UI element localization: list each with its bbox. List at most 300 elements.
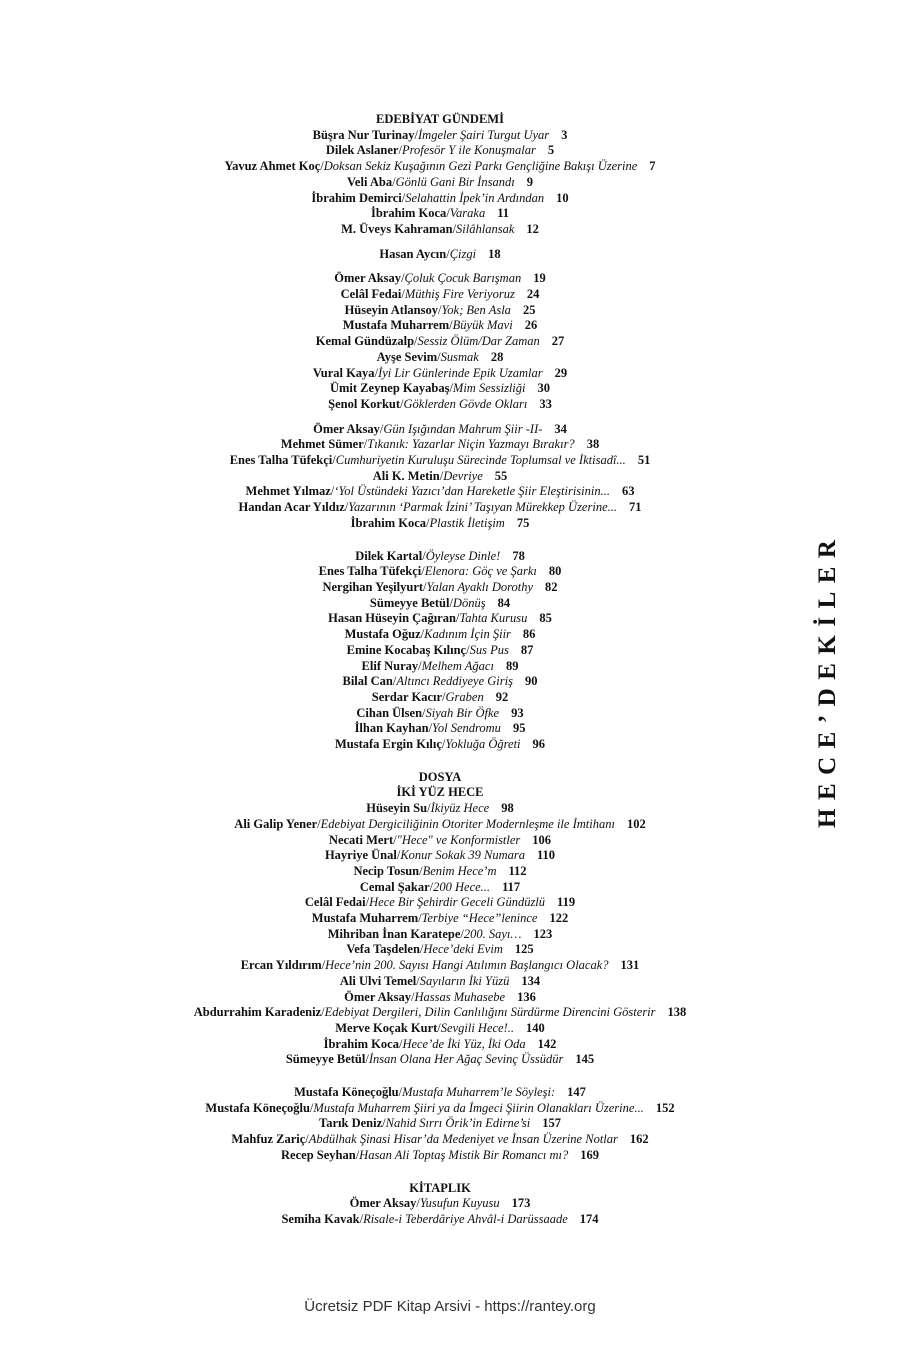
entry-title: Yokluğa Öğreti	[445, 737, 521, 752]
entry-title: "Hece" ve Konformistler	[396, 832, 521, 847]
toc-entry	[60, 159, 820, 175]
entry-author: Şenol Korkut	[328, 396, 401, 411]
entry-page-number: 78	[512, 548, 525, 563]
entry-author: Sümeyye Betül	[369, 595, 450, 610]
entry-separator: /	[418, 658, 422, 673]
entry-author: Merve Koçak Kurt	[335, 1020, 438, 1035]
entry-separator: /	[410, 989, 415, 1004]
entry-title: Edebiyat Dergileri, Dilin Canlılığını Sürdürme Direncini Gösterir	[324, 1005, 656, 1020]
entry-title: Tıkanık: Yazarlar Niçin Yazmayı Bırakır?	[367, 437, 575, 452]
toc-entry	[60, 974, 820, 990]
entry-author: Ali Galip Yener	[234, 816, 318, 831]
section-gap	[60, 1068, 820, 1085]
entry-author: Mustafa Köneçoğlu	[294, 1085, 399, 1100]
entry-separator: /	[365, 895, 370, 910]
entry-title: Graben	[445, 689, 484, 704]
entry-page-number: 28	[490, 349, 504, 364]
entry-page-number: 145	[575, 1052, 595, 1067]
entry-separator: /	[398, 1085, 403, 1100]
entry-title: Mustafa Muharrem Şiiri ya da İmgeci Şiirin Olanakları Üzerine...	[313, 1100, 644, 1115]
entry-author: Mustafa Muharrem	[342, 318, 450, 333]
entry-page-number: 95	[512, 721, 526, 736]
entry-page-number: 9	[526, 174, 533, 189]
entry-page-number: 34	[554, 421, 567, 436]
entry-separator: /	[422, 705, 426, 720]
entry-author: Ayşe Sevim	[376, 349, 438, 364]
toc-entry	[60, 469, 820, 485]
entry-separator: /	[396, 848, 401, 863]
toc-entry	[60, 128, 820, 144]
entry-separator: /	[446, 246, 450, 261]
toc-entry	[60, 453, 820, 469]
entry-author: Serdar Kacır	[371, 689, 443, 704]
toc-entry	[60, 611, 820, 627]
entry-separator: /	[305, 1132, 309, 1147]
toc-entry	[60, 143, 820, 159]
toc-entry	[60, 958, 820, 974]
entry-author: Mahfuz Zariç	[231, 1132, 306, 1147]
entry-page-number: 157	[542, 1116, 561, 1131]
entry-title: Terbiye “Hece”lenince	[421, 911, 538, 926]
footer-text: Ücretsiz PDF Kitap Arsivi - https://rantey.org	[304, 1298, 596, 1315]
section-gap	[60, 262, 820, 271]
toc-section	[60, 271, 820, 412]
toc-entry	[60, 990, 820, 1006]
toc-section	[60, 549, 820, 753]
entry-page-number: 90	[525, 674, 538, 689]
entry-title: Hassas Muhasebe	[414, 989, 506, 1004]
entry-page-number: 11	[497, 206, 510, 221]
entry-separator: /	[309, 1100, 314, 1115]
entry-title: Hece Bir Şehirdir Geceli Gündüzlü	[369, 895, 546, 910]
entry-title: Hasan Ali Toptaş Mistik Bir Romancı mı?	[359, 1147, 569, 1162]
entry-page-number: 110	[536, 848, 556, 863]
entry-page-number: 33	[539, 396, 552, 411]
entry-author: Hüseyin Su	[366, 801, 428, 816]
toc-entry	[60, 287, 820, 303]
entry-author: Mustafa Muharrem	[311, 911, 419, 926]
entry-separator: /	[344, 500, 349, 515]
entry-title: Göklerden Gövde Okları	[403, 396, 528, 411]
entry-separator: /	[460, 926, 464, 941]
entry-title: Gün Işığından Mahrum Şiir -II-	[383, 421, 543, 436]
entry-author: Ercan Yıldırım	[240, 958, 322, 973]
toc-entry	[60, 1021, 820, 1037]
entry-title: İyi Lir Günlerinde Epik Uzamlar	[378, 365, 543, 380]
toc-entry	[60, 381, 820, 397]
entry-page-number: 84	[497, 595, 511, 610]
entry-author: Veli Aba	[347, 174, 393, 189]
entry-title: ‘Yol Üstündeki Yazıcı’dan Hareketle Şiir Eleştirisinin...	[334, 484, 610, 499]
entry-author: İbrahim Koca	[323, 1036, 399, 1051]
entry-title: Plastik İletişim	[429, 515, 505, 530]
entry-separator: /	[416, 973, 420, 988]
toc-section	[60, 1181, 820, 1228]
toc-entry	[60, 643, 820, 659]
entry-title: Nahid Sırrı Örik’in Edirne’si	[385, 1116, 531, 1131]
entry-page-number: 122	[549, 911, 569, 926]
entry-page-number: 125	[514, 942, 534, 957]
entry-page-number: 140	[526, 1020, 545, 1035]
section-gap	[60, 238, 820, 247]
entry-author: Hüseyin Atlansoy	[344, 302, 438, 317]
entry-separator: /	[437, 1020, 441, 1035]
entry-page-number: 89	[505, 658, 519, 673]
entry-page-number: 10	[556, 190, 569, 205]
toc-entry	[60, 848, 820, 864]
entry-separator: /	[418, 911, 422, 926]
entry-page-number: 75	[516, 515, 530, 530]
entry-page-number: 119	[557, 895, 576, 910]
entry-separator: /	[446, 206, 450, 221]
toc-entry	[60, 500, 820, 516]
entry-author: Elif Nuray	[361, 658, 419, 673]
entry-separator: /	[455, 611, 460, 626]
toc-entry	[60, 895, 820, 911]
entry-author: Enes Talha Tüfekçi	[229, 453, 333, 468]
entry-title: 200. Sayı…	[463, 926, 522, 941]
entry-author: Ali Ulvi Temel	[339, 973, 417, 988]
entry-title: Yol Sendromu	[432, 721, 501, 736]
entry-title: Dönüş	[452, 595, 486, 610]
entry-separator: /	[442, 689, 446, 704]
toc-entry	[60, 1212, 820, 1228]
entry-title: İkiyüz Hece	[430, 801, 490, 816]
entry-author: Handan Acar Yıldız	[238, 500, 345, 515]
entry-author: Necip Tosun	[353, 863, 420, 878]
toc-entry	[60, 549, 820, 565]
toc-entry	[60, 247, 820, 263]
entry-title: Risale-i Teberdâriye Ahvâl-i Darüssaade	[363, 1212, 568, 1226]
entry-title: Çizgi	[449, 246, 477, 261]
entry-title: Sessiz Ölüm/Dar Zaman	[417, 334, 540, 349]
entry-separator: /	[321, 958, 326, 973]
entry-page-number: 136	[517, 989, 536, 1004]
entry-page-number: 147	[567, 1085, 586, 1100]
entry-title: Büyük Mavi	[452, 318, 513, 333]
entry-page-number: 30	[537, 381, 550, 396]
entry-author: Semiha Kavak	[281, 1212, 360, 1226]
entry-page-number: 112	[508, 863, 527, 878]
entry-title: Siyah Bir Öfke	[425, 705, 500, 720]
entry-title: Gönlü Gani Bir İnsandı	[395, 174, 515, 189]
entry-title: Hece’nin 200. Sayısı Hangi Atılımın Başlangıcı Olacak?	[325, 958, 609, 973]
entry-page-number: 71	[629, 500, 642, 515]
table-of-contents	[60, 112, 820, 1228]
entry-title: Doksan Sekiz Kuşağının Gezi Parkı Gençliğine Bakışı Üzerine	[323, 159, 638, 174]
entry-title: Konur Sokak 39 Numara	[400, 848, 525, 863]
entry-author: Dilek Aslaner	[325, 143, 399, 158]
entry-title: Çoluk Çocuk Barışman	[404, 271, 522, 286]
entry-author: İbrahim Demirci	[311, 190, 402, 205]
toc-entry	[60, 721, 820, 737]
entry-author: Sümeyye Betül	[285, 1052, 366, 1067]
section-gap	[60, 753, 820, 770]
entry-separator: /	[426, 515, 430, 530]
toc-entry	[60, 350, 820, 366]
toc-entry	[60, 706, 820, 722]
entry-separator: /	[398, 1036, 403, 1051]
entry-separator: /	[427, 801, 431, 816]
entry-separator: /	[365, 1052, 369, 1067]
entry-author: Bilal Can	[342, 674, 393, 689]
entry-title: Yalan Ayaklı Dorothy	[426, 579, 534, 594]
entry-title: Silâhlansak	[456, 221, 515, 236]
entry-separator: /	[401, 271, 405, 286]
toc-section	[60, 770, 820, 1068]
entry-author: Vefa Taşdelen	[346, 942, 420, 957]
entry-separator: /	[419, 942, 424, 957]
toc-entry	[60, 484, 820, 500]
entry-separator: /	[332, 453, 336, 468]
entry-author: Emine Kocabaş Kılınç	[346, 642, 467, 657]
entry-page-number: 55	[494, 468, 508, 483]
entry-author: Kemal Gündüzalp	[315, 334, 415, 349]
toc-entry	[60, 437, 820, 453]
entry-separator: /	[392, 174, 396, 189]
toc-entry	[60, 191, 820, 207]
entry-title: Altıncı Reddiyeye Giriş	[396, 674, 513, 689]
toc-entry	[60, 1085, 820, 1101]
entry-separator: /	[441, 737, 446, 752]
entry-page-number: 51	[637, 453, 651, 468]
entry-page-number: 96	[532, 737, 546, 752]
entry-separator: /	[379, 421, 384, 436]
entry-author: Celâl Fedai	[304, 895, 366, 910]
toc-entry	[60, 1148, 820, 1164]
toc-entry	[60, 1196, 820, 1212]
entry-page-number: 87	[520, 642, 534, 657]
entry-page-number: 27	[551, 334, 565, 349]
toc-entry	[60, 1037, 820, 1053]
toc-entry	[60, 596, 820, 612]
toc-entry	[60, 737, 820, 753]
entry-separator: /	[449, 595, 453, 610]
entry-separator: /	[429, 879, 434, 894]
entry-title: Yazarının ‘Parmak İzini’ Taşıyan Mürekkep Üzerine...	[348, 500, 617, 515]
entry-author: Tarık Deniz	[319, 1116, 383, 1131]
entry-author: Hasan Aycın	[379, 246, 447, 261]
toc-entry	[60, 674, 820, 690]
entry-page-number: 162	[629, 1132, 649, 1147]
entry-page-number: 29	[554, 365, 568, 380]
entry-page-number: 152	[655, 1100, 675, 1115]
entry-author: Ömer Aksay	[349, 1196, 417, 1211]
entry-author: İlhan Kayhan	[354, 721, 429, 736]
entry-separator: /	[449, 381, 453, 396]
entry-title: Susmak	[440, 349, 479, 364]
entry-page-number: 169	[580, 1147, 599, 1162]
entry-title: Hece’deki Evim	[423, 942, 503, 957]
section-gap	[60, 1164, 820, 1181]
entry-page-number: 80	[548, 564, 562, 579]
entry-author: Yavuz Ahmet Koç	[224, 159, 321, 174]
entry-title: Edebiyat Dergiciliğinin Otoriter Modernleşme ile İmtihanı	[320, 816, 615, 831]
toc-entry	[60, 1005, 820, 1021]
entry-title: Yok; Ben Asla	[441, 302, 511, 317]
entry-title: 200 Hece...	[433, 879, 491, 894]
toc-entry	[60, 271, 820, 287]
toc-entry	[60, 206, 820, 222]
entry-title: Melhem Ağacı	[421, 658, 494, 673]
entry-page-number: 117	[502, 879, 521, 894]
toc-entry	[60, 516, 820, 532]
entry-author: İbrahim Koca	[370, 206, 447, 221]
section-title: DOSYA	[418, 769, 462, 784]
entry-author: M. Üveys Kahraman	[341, 221, 453, 236]
toc-entry	[60, 1116, 820, 1132]
entry-title: Mim Sessizliği	[452, 381, 526, 396]
toc-entry	[60, 175, 820, 191]
entry-separator: /	[320, 159, 324, 174]
entry-separator: /	[414, 127, 418, 142]
entry-title: Abdülhak Şinasi Hisar’da Medeniyet ve İnsan Üzerine Notlar	[308, 1132, 618, 1147]
entry-page-number: 93	[511, 705, 524, 720]
entry-separator: /	[437, 349, 441, 364]
toc-entry	[60, 397, 820, 413]
entry-author: Dilek Kartal	[355, 548, 423, 563]
entry-page-number: 142	[537, 1036, 557, 1051]
entry-separator: /	[321, 1005, 325, 1020]
toc-section	[60, 247, 820, 263]
entry-author: Necati Mert	[328, 832, 394, 847]
entry-author: Ömer Aksay	[313, 421, 380, 436]
toc-entry	[60, 580, 820, 596]
entry-separator: /	[400, 396, 404, 411]
toc-entry	[60, 422, 820, 438]
entry-author: Nergihan Yeşilyurt	[322, 579, 424, 594]
toc-entry	[60, 366, 820, 382]
toc-entry	[60, 942, 820, 958]
toc-entry	[60, 927, 820, 943]
entry-title: Kadınım İçin Şiir	[424, 627, 511, 642]
entry-author: Ümit Zeynep Kayabaş	[329, 381, 450, 396]
entry-title: Müthiş Fire Veriyoruz	[404, 287, 515, 302]
entry-separator: /	[414, 334, 418, 349]
entry-separator: /	[363, 437, 368, 452]
entry-title: Elenora: Göç ve Şarkı	[424, 564, 537, 579]
entry-author: Cihan Ülsen	[356, 705, 423, 720]
entry-author: Ali K. Metin	[372, 468, 440, 483]
entry-author: Vural Kaya	[312, 365, 375, 380]
toc-entry	[60, 303, 820, 319]
entry-page-number: 102	[626, 816, 646, 831]
entry-separator: /	[382, 1116, 386, 1131]
entry-separator: /	[392, 674, 397, 689]
entry-separator: /	[466, 642, 470, 657]
entry-page-number: 19	[533, 271, 546, 286]
entry-page-number: 92	[495, 689, 509, 704]
entry-page-number: 138	[667, 1005, 687, 1020]
entry-separator: /	[420, 627, 425, 642]
entry-author: Enes Talha Tüfekçi	[318, 564, 422, 579]
entry-separator: /	[393, 832, 397, 847]
entry-author: Mihriban İnan Karatepe	[327, 926, 461, 941]
entry-title: Selahattin İpek’in Ardından	[405, 190, 545, 205]
entry-title: Devriye	[443, 468, 483, 483]
toc-entry	[60, 817, 820, 833]
entry-separator: /	[452, 221, 457, 236]
entry-separator: /	[317, 816, 321, 831]
entry-page-number: 173	[511, 1196, 531, 1211]
entry-author: Hayriye Ünal	[324, 848, 397, 863]
entry-page-number: 3	[561, 127, 568, 142]
entry-separator: /	[330, 484, 335, 499]
entry-page-number: 7	[649, 159, 656, 174]
toc-entry	[60, 659, 820, 675]
entry-author: Mustafa Köneçoğlu	[205, 1100, 310, 1115]
entry-author: Ömer Aksay	[334, 271, 402, 286]
entry-separator: /	[423, 579, 427, 594]
toc-entry	[60, 801, 820, 817]
entry-page-number: 12	[526, 221, 539, 236]
toc-entry	[60, 1101, 820, 1117]
side-title: HECE’DEKİLER	[814, 531, 841, 828]
entry-separator: /	[355, 1147, 360, 1162]
entry-separator: /	[438, 302, 442, 317]
entry-separator: /	[449, 318, 453, 333]
entry-page-number: 134	[521, 973, 541, 988]
entry-title: Cumhuriyetin Kuruluşu Sürecinde Toplumsal ve İktisadî...	[335, 453, 626, 468]
toc-section	[60, 1085, 820, 1164]
entry-separator: /	[428, 721, 433, 736]
entry-author: Mustafa Ergin Kılıç	[334, 737, 442, 752]
entry-author: Ömer Aksay	[344, 989, 411, 1004]
toc-entry	[60, 833, 820, 849]
entry-title: Sayıların İki Yüzü	[419, 973, 510, 988]
section-title: KİTAPLIK	[409, 1180, 471, 1195]
entry-title: Mustafa Muharrem’le Söyleşi:	[402, 1085, 556, 1100]
section-subtitle: İKİ YÜZ HECE	[396, 785, 484, 800]
entry-title: İnsan Olana Her Ağaç Sevinç Üssüdür	[368, 1052, 564, 1067]
entry-page-number: 25	[522, 302, 536, 317]
entry-separator: /	[422, 548, 426, 563]
entry-page-number: 123	[533, 926, 553, 941]
entry-author: İbrahim Koca	[350, 515, 427, 530]
toc-entry	[60, 1132, 820, 1148]
toc-entry	[60, 911, 820, 927]
entry-page-number: 98	[501, 801, 514, 816]
toc-entry	[60, 318, 820, 334]
entry-author: Celâl Fedai	[340, 287, 402, 302]
toc-entry	[60, 880, 820, 896]
entry-separator: /	[401, 190, 406, 205]
entry-title: Varaka	[449, 206, 486, 221]
entry-page-number: 63	[621, 484, 635, 499]
entry-page-number: 131	[620, 958, 640, 973]
entry-author: Abdurrahim Karadeniz	[193, 1005, 322, 1020]
entry-author: Büşra Nur Turinay	[312, 127, 415, 142]
entry-author: Mehmet Yılmaz	[245, 484, 331, 499]
entry-page-number: 18	[488, 246, 501, 261]
entry-title: Profesör Y ile Konuşmalar	[401, 143, 536, 158]
toc-entry	[60, 564, 820, 580]
entry-page-number: 86	[522, 627, 536, 642]
entry-page-number: 174	[579, 1212, 599, 1226]
entry-title: Benim Hece’m	[422, 863, 497, 878]
entry-page-number: 24	[526, 287, 540, 302]
entry-separator: /	[359, 1212, 364, 1226]
entry-page-number: 82	[545, 579, 558, 594]
entry-title: Sus Pus	[469, 642, 509, 657]
entry-author: Cemal Şakar	[359, 879, 430, 894]
entry-author: Recep Seyhan	[281, 1147, 356, 1162]
section-gap	[60, 532, 820, 549]
entry-page-number: 85	[539, 611, 552, 626]
entry-title: Yusufun Kuyusu	[419, 1196, 500, 1211]
entry-title: Tahta Kurusu	[459, 611, 528, 626]
entry-page-number: 5	[547, 143, 555, 158]
